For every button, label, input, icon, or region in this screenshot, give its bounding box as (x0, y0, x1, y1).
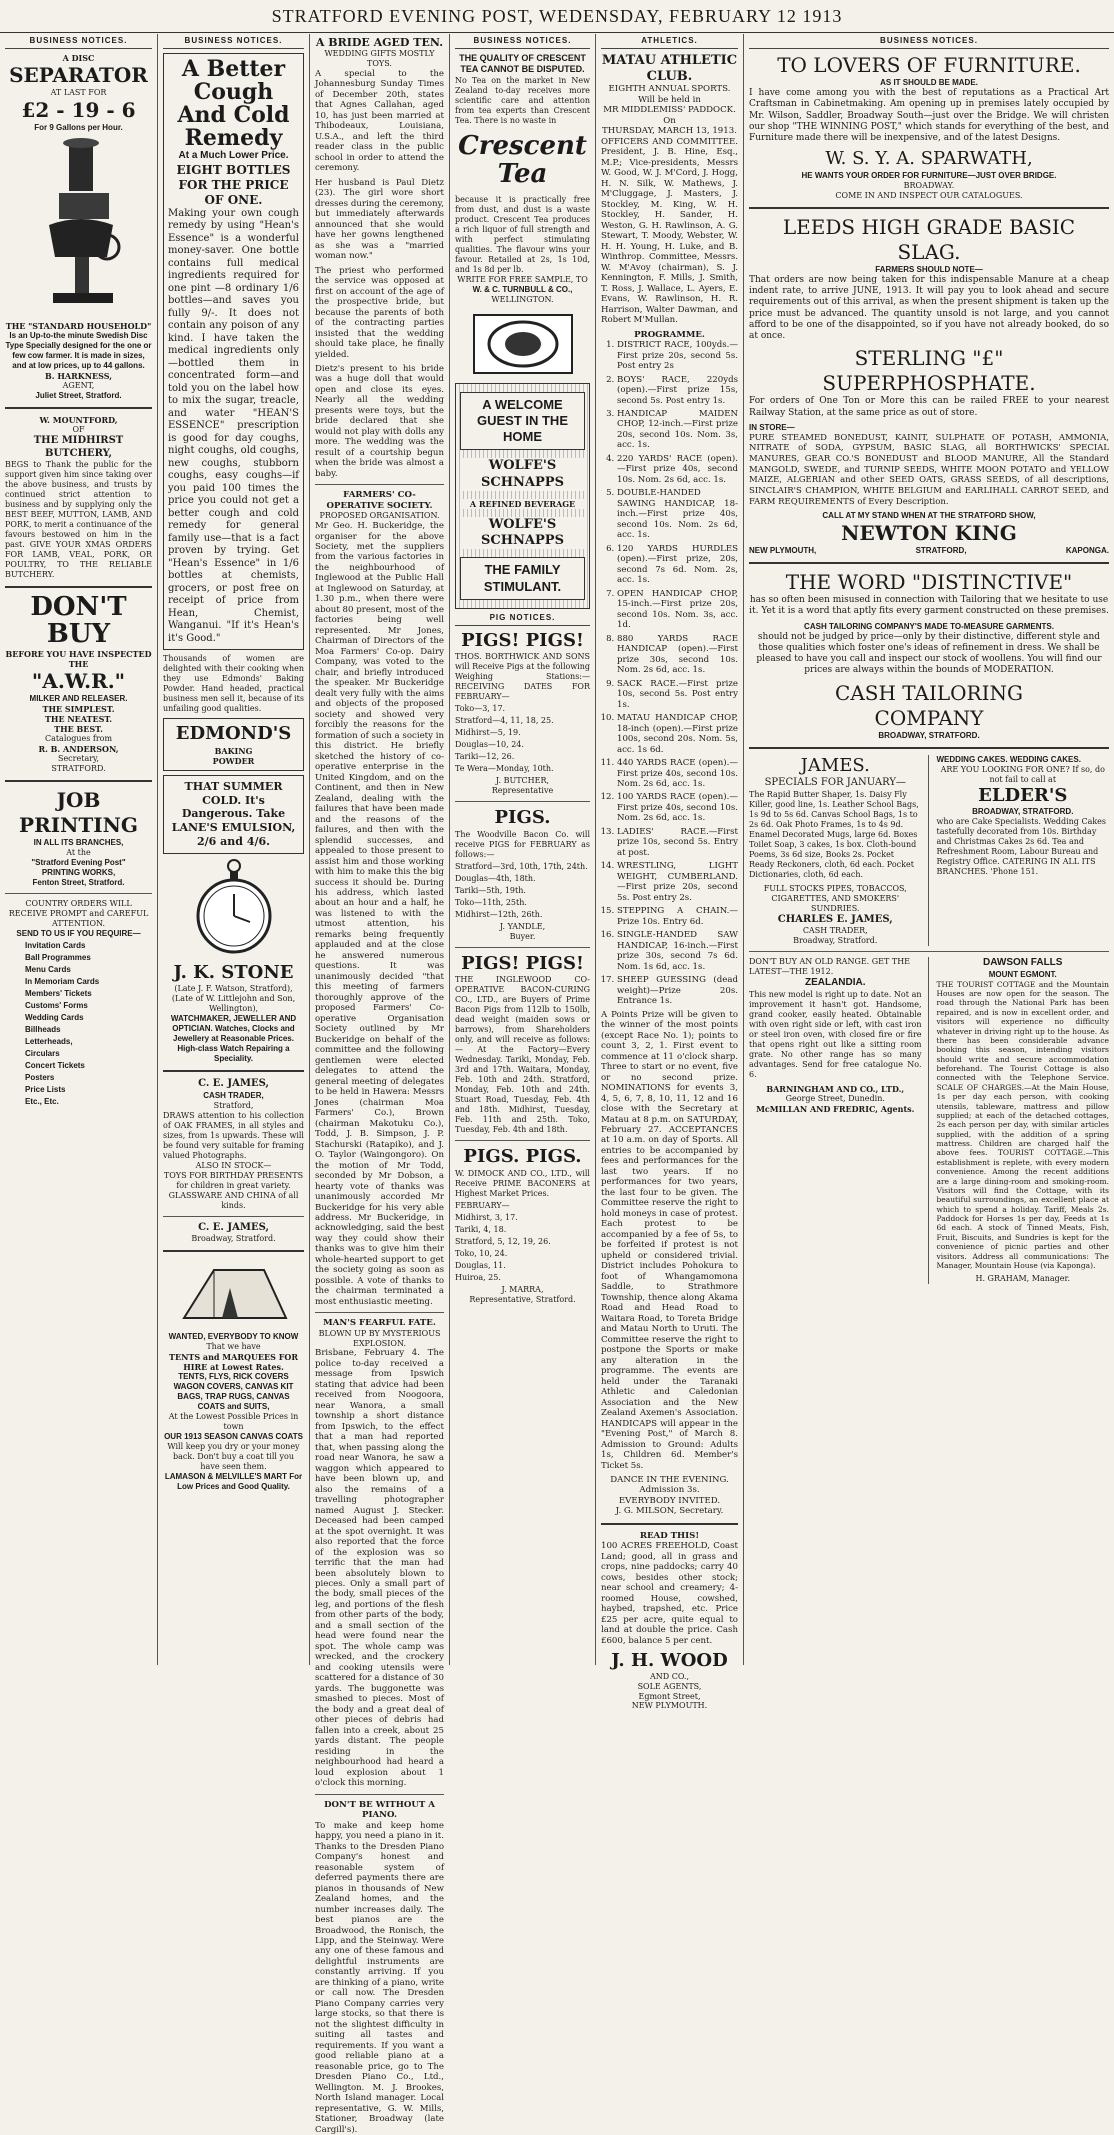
separator-illustration (29, 137, 129, 317)
column-header: BUSINESS NOTICES. (455, 36, 590, 49)
james-specials-ad: JAMES. SPECIALS FOR JANUARY— The Rapid Butter Shaper, 1s. Daisy Fly Killer, good line, 1s. Leather School Bags, 1s 9d to 5s 6d. Canvas School Bags, 1s to 2s 6d. Oak Photo Frames, 1s to 4s 9d. Enamel Decorated Mugs, large 6d. Boxes Toilet Soap, 3 cakes, 1s box. Cloth-bound Poems, 3s 6d size, Books 2s. Pocket Ready Reckoners, cloth, 6d each. Pocket Dictionaries, cloth, 6d each. FULL STOCKS PIPES, TOBACCOS, CIGARETTES, AND SMOKERS' SUNDRIES. CHARLES E. JAMES, CASH TRADER, Broadway, Stratford. (749, 755, 929, 947)
dawson-falls-ad: DAWSON FALLS MOUNT EGMONT. THE TOURIST COTTAGE and the Mountain Houses are now open for the season. The road through the National Park has been repaired, and is now in excellent order, and visitors will experience no difficulty whatever in driving right up to the house. As there has been considerable advance booking this season, intending visitors should write and secure accommodation beforehand. The Tourist Cottage is also connected with the Telephone Service. SCALE OF CHARGES.—At the Main House, 1s per day each person, with cooking utensils, tableware, mattress and pillow supplied; at each of the detached cottages, 2s each person per day, with similar articles supplied, with the addition of a spring mattress. Children are charged half the above fees. TOURIST COTTAGE.—This establishment is replete, with every modern convenience. Among the recent additions are a large dining-room and smoking-room. Visitors will find the Cottage, with its beautiful surroundings, an excellent place at which to spend a holiday. Tariff, Meals 2s. Paddock for Horses 1s per day, Feeds at 1s 6d each. A stock of Tinned Meats, Fish, Fruit, Biscuits, and Sundries is kept for the convenience of picnic parties and other visitors. Address all communications: The Manager, Mountain House (via Kaponga). H. GRAHAM, Manager. (936, 957, 1109, 1284)
tents-ad: WANTED, EVERYBODY TO KNOW That we have TENTS and MARQUEES FOR HIRE at Lowest Rates. TENTS, FLYS, RICK COVERS WAGON COVERS, CANVAS KIT BAGS, TRAP RUGS, CANVAS COATS and SUITS, At the Lowest Possible Prices in town OUR 1913 SEASON CANVAS COATS Will keep you dry or your money back. Don't buy a coat till you have seen them. LAMASON & MELVILLE'S MART For Low Prices and Good Quality. (163, 1258, 304, 1492)
furniture-ad: TO LOVERS OF FURNITURE. AS IT SHOULD BE MADE. I have come among you with the best of reputations as a Practical Art Craftsman in Cabinetmaking. Am opening up in premises lately occupied by Mr. Wilson, Saddler, Broadway South—just over the Bridge. We will christen our shop "THE WINNING POST," which stands for everything of the best, and Furniture made there will be inexpensive, and of the latest Designs. W. S. Y. A. SPARWATH, HE WANTS YOUR ORDER FOR FURNITURE—JUST OVER BRIDGE. BROADWAY. COME IN AND INSPECT OUR CATALOGUES. (749, 53, 1109, 200)
job-printing-list: Invitation Cards Ball Programmes Menu Cards In Memoriam Cards Members' Tickets Customs' Forms Wedding Cards Billheads Letterheads, Circulars Concert Tickets Posters Price Lists Etc., Etc. (25, 940, 100, 1106)
column-header: BUSINESS NOTICES. (163, 36, 304, 49)
cough-remedy-ad: A Better Cough And Cold Remedy At a Much Lower Price. EIGHT BOTTLES FOR THE PRICE OF ONE. Making your own cough remedy by using "Hean's Essence" is a wonderful money-saver. One bottle contains full medical ingredients required for one pint —8 ordinary 1/6 bottles—and saves you fully 9/-. It does not contain any poison of any kind. I have taken the medical ingredients only—bottled them in concentrated form—and told you on the label how to mix the sugar, treacle, and water "HEAN'S ESSENCE" prescription is good for day coughs, night coughs, old coughs, new coughs, stubborn coughs, easy coughs—if you paid 100 times the price you could not get a better cough and cold remedy for general family use—that is a fact proven by trying. Get "Hean's Essence" in 1/6 bottles at chemists, grocers, or post free on receipt of price from Hean, Chemist, Wanganui. "If it's Hean's it's Good." (163, 53, 304, 650)
column-5: ATHLETICS. MATAU ATHLETIC CLUB. EIGHTH ANNUAL SPORTS. Will be held in MR MIDDLEMISS' PADDOCK. On THURSDAY, MARCH 13, 1913. OFFICERS AND COMMITTEE. President, J. B. Hine, Esq., M.P.; Vice-presidents, Messrs W. Good, W. J. M'Cord, J. Hogg, H. N. Silk, W. Mathews, J. M'Cluggage, J. Masters, J. Stockley, M. King, W. H. Stockley, H. Sander, H. Weston, G. H. Rawlinson, A. G. Stewart, T. Moody, Webster, W. H. H. Young, H. Luke, and B. Winthrop. Committee, Messrs. W. M'Avoy (chairman), S. J. Kennington, F. Mills, J. Smith, T. Ross, J. Wallace, L. Ayers, E. Evans, W. Rawlinson, H. R. Harrison, Walter Dawman, and Robert M'Mullan. PROGRAMME. 1. DISTRICT RACE, 100yds.—First prize 20s, second 5s. Post entry 2s 2. BOYS' RACE, 220yds (open).—First prize 15s, second 5s. Post entry 1s. 3. HANDICAP MAIDEN CHOP, 12-inch.—First prize 20s, second 10s. Nom. 3s, acc. 1s. 4. 220 YARDS' RACE (open).—First prize 40s, second 10s. Nom. 2s 6d, acc. 1s. 5. DOUBLE-HANDED SAWING HANDICAP, 18-inch.—First prize 40s, second 10s. Nom. 2s 6d, acc. 1s. 6. 120 YARDS HURDLES (open).—First prize, 20s, second 7s 6d. Nom. 2s, acc. 1s. 7. OPEN HANDICAP CHOP, 15-inch.—First prize 20s, second 10s. Nom. 3s, acc. 1d. 8. 880 YARDS RACE HANDICAP (open).—First prize 30s, second 10s. Nom. 2s 6d, acc. 1s. 9. SACK RACE.—First prize 10s, second 5s. Post entry 1s. 10. MATAU HANDICAP CHOP, 18-inch (open).—First prize 100s, second 20s. Nom. 5s, acc. 1s 6d. 11. 440 YARDS RACE (open).—First prize 40s, second 10s. Nom. 2s 6d, acc. 1s. 12. 100 YARDS RACE (open).—First prize 40s, second 10s. Nom. 2s 6d, acc. 1s. 13. LADIES' RACE.—First prize 10s, second 5s. Entry at post. 14. WRESTLING, LIGHT WEIGHT, CUMBERLAND.—First prize 20s, second 5s. Post entry 2s. 15. STEPPING A CHAIN.—Prize 10s. Entry 6d. 16. SINGLE-HANDED SAW HANDICAP, 16-inch.—First prize 30s, second 7s 6d. Nom. 1s 6d, acc. 1s. 17. SHEEP GUESSING (dead weight)—Prize 20s. Entrance 1s. A Points Prize will be given to the winner of the most points (except Race No. 1); points to count 3, 2, 1. First event to commence at 11 o'clock sharp. Three to start or no event, five or no second prize. NOMINATIONS for events 3, 4, 5, 6, 7, 8, 10, 11, 12 and 16 close with the Secretary at Matau at 8 p.m. on SATURDAY, February 27. ACCEPTANCES at 10 a.m. on day of Sports. All entries to be accompanied by fees and performances for the last two years. If no performances for two years, the last four to be given. The Committee reserve the right to hold moneys in case of protest. Each protest to be accompanied by a fee of 5s, to be forfeited if protest is not upheld or considered trivial. District includes Pohokura to foot of Whangamomona Saddle, to Strathmore Township, thence along Akama Road and Head Road to Waitara Road, to Toreta Bridge and Matau North to Uruti. The Committee reserve the right to postpone the Sports or make any alteration in the programme. The events are held under the Taranaki Athletic and Caledonian Association and the New Zealand Axemen's Association. HANDICAPS will appear in the "Evening Post," of March 8. Admission to Ground: Adults 1s, Children 6d. Member's Ticket 5s. DANCE IN THE EVENING. Admission 3s. EVERYBODY INVITED. J. G. MILSON, Secretary. READ THIS! 100 ACRES FREEHOLD, Coast Land; good, all in grass and crops, nine paddocks; carry 40 cows, besides other stock; near school and creamery; 4-roomed House, cowshed, haybed, trapshed, etc. Price £25 per acre, quite equal to land at double the price. Cash £600, balance 5 per cent. J. H. WOOD AND CO., SOLE AGENTS, Egmont Street, NEW PLYMOUTH. (596, 34, 744, 1665)
crescent-tea-ad: THE QUALITY OF CRESCENT TEA CANNOT BE DISPUTED. No Tea on the market in New Zealand to-day receives more scientific care and attention from tea experts than Crescent Tea. There is no waste in Crescent Tea because it is practically free from dust, and dust is a waste product. Crescent Tea produces a rich liquor of full strength and with perfect stimulating qualities. The flavour wins your favour. Retailed at 2s, 1s 10d, and 1s 8d per lb. WRITE FOR FREE SAMPLE, TO W. & C. TURNBULL & CO., WELLINGTON. (455, 53, 590, 379)
edmonds-logo: EDMOND'S BAKING POWDER (163, 718, 304, 771)
tent-illustration (174, 1258, 294, 1328)
butchery-ad: W. MOUNTFORD, OF THE MIDHIRST BUTCHERY, BEGS to Thank the public for the support given him since taking over the above business, and trusts by continued strict attention to business and by supplying only the BEST BEEF, MUTTON, LAMB, AND PORK, to merit a continuance of the favours bestowed on him in the past. GIVE YOUR XMAS ORDERS FOR LAMB, VEAL, PORK, OR POULTRY, TO THE RELIABLE BUTCHERY. (5, 415, 153, 579)
elders-cakes-ad: WEDDING CAKES. WEDDING CAKES. ARE YOU LOOKING FOR ONE? If so, do not fail to call at ELDER'S BROADWAY, STRATFORD. who are Cake Specialists. Wedding Cakes tastefully decorated from 10s. Birthday and Christmas Cakes 2s 6d. Tea and Refreshment Room, Labour Bureau and Registry Office. CATERING IN ALL ITS BRANCHES. 'Phone 151. (936, 754, 1107, 877)
pocket-watch-illustration (194, 858, 274, 958)
column-1 (0, 34, 158, 1665)
column-3: A BRIDE AGED TEN. WEDDING GIFTS MOSTLY TOYS. A special to the Johannesburg Sunday Times of December 20th, states that Agnes Callahan, aged 10, has just been married at Thibodeaux, Louisiana, U.S.A., and left the third reader class in the public school in order to attend the ceremony. Her husband is Paul Dietz (23). The girl wore short dresses during the ceremony, but immediately afterwards announced that she would have her gowns lengthened as she was a "married woman now." The priest who performed the service was opposed at first on account of the age of the prospective bride, but because the parents of both of the contracting parties insisted that the wedding should take place, he finally yielded. Dietz's present to his bride was a huge doll that would open and close its eyes. Nearly all the wedding presents were toys, but the bride declared that she would not play with dolls any more. The wedding was the result of a courtship begun when the bride was almost a baby. FARMERS' CO-OPERATIVE SOCIETY. PROPOSED ORGANISATION. Mr Geo. H. Buckeridge, the organiser for the above Society, met the suppliers from the various factories in the neighbourhood of Inglewood at the Public Hall at Inglewood on Saturday, at 1.30 p.m., when there were about 80 present, most of the factories being well represented. Mr Jones, Chairman of Directors of the Moa Farmers' Co-op. Dairy Company, was voted to the chair, and briefly introduced the speaker. Mr Buckeridge dealt very fully with the aims and objects of the proposed society and showed very forcibly the reasons for the formation of such a society in this district. He briefly sketched the history of co-operative enterprise in the United Kingdom, and on the Continent, and then in New Zealand, dealing with the failures that have been made and the reasons of the failures, and then with the splendid successes, and appealed to those present to assist him and those working with him to make this the big success it should be. During his address, which lasted about an hour and a half, he was listened to with the utmost attention, his remarks being frequently applauded and at the close he answered numerous questions. It was unanimously decided "that this meeting of farmers thoroughly approve of the proposed Farmers' Co-operative Organisation Society outlined by Mr Buckeridge on behalf of the committee and the following gentlemen were elected delegates to attend the general meeting of delegates to be held in Hawera: Messrs Jones (chairman Moa Farmers' Co.), Brown (chairman Makotuku Co.), Todd, J. B. Simpson, J. P. Stachurski (Ratapiko), and J. O. Taylor (Waingongoro). On the motion of Mr Todd, seconded by Mr Dobson, a hearty vote of thanks was unanimously accorded Mr Buckeridge for his very able address. Mr Buckeridge, in acknowledging, said the best way they could show their thanks was to give him their whole-hearted support to get the society going as soon as possible. A vote of thanks to the chairman terminated a most enthusiastic meeting. MAN'S FEARFUL FATE. BLOWN UP BY MYSTERIOUS EXPLOSION. Brisbane, February 4. The police to-day received a message from Ipswich stating that advice had been received from Noogoora, near Wanora, a small township a short distance from Ipswich, to the effect that a man had reported that, when passing along the road near Wanora, he saw a waggon which appeared to have been blown up, and also the remains of a travelling photographer named August J. Stecker. Deceased had been camped at the spot overnight. It was also reported that the force of the explosion was so terrific that the man had been absolutely blown to pieces. Only a small part of the body, small pieces of the leg, and portions of the flesh from other parts of the body, and a small section of the head were found near the spot. The whole camp was wrecked, and the crockery and cooking utensils were scattered for a distance of 30 yards. The buggonette was smashed to pieces. Most of the body and a great deal of other pieces of debris had fallen into a creek, about 25 yards distant. The people residing in the neighbourhood had heard a loud explosion about 1 o'clock this morning. DON'T BE WITHOUT A PIANO. To make and keep home happy, you need a piano in it. Thanks to the Dresden Piano Company's honest and reasonable system of deferred payments there are pianos in thousands of New Zealand homes, and the number increases daily. The best pianos are the Broadwood, the Ronisch, the Lipp, and the Steinway. Were any one of these famous and delightful instruments are constantly arriving. If you are thinking of a piano, write or call now. The Dresden Piano Company carries very large stocks, so that there is not the slightest difficulty in suiting all tastes and requirements. If you want a good reliable piano at a reasonable price, go to The Dresden Piano Co., Ltd., Wellington. M. J. Brookes, North Island manager. Local representative, G. W. Mills, Stationer, Broadway (late Cargill's). (310, 34, 450, 1665)
pig-notices: PIGS! PIGS! THOS. BORTHWICK AND SONS will Receive Pigs at the following Weighing Stations:— RECEIVING DATES FOR FEBRUARY— Toko—3, 17. Stratford—4, 11, 18, 25. Midhirst—5, 19. Douglas—10, 24. Tariki—12, 26. Te Wera—Monday, 10th. J. BUTCHER, Representative PIGS. The Woodville Bacon Co. will receive PIGS for FEBRUARY as follows:— Stratford—3rd, 10th, 17th, 24th. Douglas—4th, 18th. Tariki—5th, 19th. Toko—11th, 25th. Midhirst—12th, 26th. J. YANDLE, Buyer. PIGS! PIGS! THE INGLEWOOD CO-OPERATIVE BACON-CURING CO., LTD., are Buyers of Prime Bacon Pigs from 112lb to 150lb, dead weight (maiden sows or barrows), from Shareholders only, and will receive as follows:— At the Factory—Every Wednesday. Tariki, Monday, Feb. 3rd and 17th. Waitara, Monday, Feb. 10th and 24th. Stratford, Monday, Feb. 10th and 24th. Stuart Road, Tuesday, Feb. 4th and 18th. Midhirst, Tuesday, Feb. 11th and 25th. Toko, Tuesday, Feb. 4th and 18th. PIGS. PIGS. W. DIMOCK AND CO., LTD., will Receive PRIME BACONERS at Highest Market Prices. FEBRUARY— Midhirst, 3, 17. Tariki, 4, 18. Stratford, 5, 12, 19, 26. Toko, 10, 24. Douglas, 11. Huiroa, 25. J. MARRA, Representative, Stratford. (455, 629, 590, 1304)
column-6 (744, 34, 1114, 1665)
column-2 (158, 34, 310, 1665)
freehold-ad: 100 ACRES FREEHOLD, Coast Land; good, all in grass and crops, nine paddocks; carry 40 cows, besides other stock; near school and creamery; 4-roomed House, cowshed, haybed, trapshed, etc. Price £25 per acre, quite equal to land at double the price. Cash £600, balance 5 per cent. (601, 1541, 738, 1646)
cash-tailoring-ad: THE WORD "DISTINCTIVE" has so often been misused in connection with Tailoring that we hesitate to use it. Yet it is a word that aptly fits every garment constructed on these premises. CASH TAILORING COMPANY'S MADE TO-MEASURE GARMENTS. should not be judged by price—only by their distinctive, different style and those qualities which foster one's ideas of refinement in dress. We shall be pleased to have you call and inspect our stock of woollens. You will find our prices are always within the bounds of MODERATION. CASH TAILORING COMPANY BROADWAY, STRATFORD. (749, 570, 1109, 740)
awr-milker-ad: DON'T BUY BEFORE YOU HAVE INSPECTED THE "A.W.R." MILKER AND RELEASER. THE SIMPLEST. THE NEATEST. THE BEST. Catalogues from R. B. ANDERSON, Secretary, STRATFORD. (5, 592, 152, 773)
wolfes-schnapps-ad: A WELCOME GUEST IN THE HOME WOLFE'S SCHNAPPS A REFINED BEVERAGE WOLFE'S SCHNAPPS THE FAMILY STIMULANT. (455, 383, 590, 609)
edmonds-ad: Thousands of women are delighted with their cooking when they use Edmonds' Baking Powder. Hand headed, practical business men sell it, because of its unfailing good qualities. EDMOND'S BAKING POWDER (163, 654, 304, 771)
wood-agents: J. H. WOOD AND CO., SOLE AGENTS, Egmont Street, NEW PLYMOUTH. (611, 1650, 728, 1711)
column-header: BUSINESS NOTICES. (5, 36, 152, 49)
zealandia-range-ad: DON'T BUY AN OLD RANGE. GET THE LATEST—THE 1912. ZEALANDIA. This new model is right up to date. Not an improvement it hasn't got. Handsome, grand cooker, easily heated. Obtainable with oven right side or left, with cast iron or steel iron oven, with closed fire or fire that opens right out like a sitting room grate. No other range has so many advantages. Send for free catalogue No. 6. BARNINGHAM AND CO., LTD., George Street, Dunedin. McMILLAN AND FREDRIC, Agents. (749, 957, 929, 1284)
column-header: ATHLETICS. (601, 36, 738, 49)
basic-slag-ad: LEEDS HIGH GRADE BASIC SLAG. FARMERS SHOULD NOTE— That orders are now being taken for this indispensable Manure at a cheap indent rate, to arrive JUNE, 1913. It will pay you to look ahead and secure requirements out of this arrival, as when the present shipment is taken up the price must be advanced. The quantity unsold is not large, and you cannot afford to be one of the disappointed, so if you have not already booked, do so at once. STERLING "£" SUPERPHOSPHATE. For orders of One Ton or More this can be railed FREE to your nearest Railway Station, at the same price as out of store. IN STORE— PURE STEAMED BONEDUST, KAINIT, SULPHATE OF POTASH, AMMONIA, NITRATE of SODA, GYPSUM, BASIC SLAG, all BORTHWICKS' SPECIAL MANURES, GEAR CO.'S BONEDUST and BLOOD MANURE, All the Standard MANGOLD, SWEDE, and TURNIP SEEDS, WHITE MOON POTATO and YELLOW MAIZE, ALGERIAN and other SEED OATS, GRASS SEEDS, of all descriptions, SINCLAIR'S CHAMPION, WHITE BELGIUM and EARLIHALL CARROT SEED, and FARM REQUIREMENTS of Every Description. CALL AT MY STAND WHEN AT THE STRATFORD SHOW, NEWTON KING NEW PLYMOUTH, STRATFORD, KAPONGA. (749, 214, 1109, 556)
column-4: BUSINESS NOTICES. THE QUALITY OF CRESCENT TEA CANNOT BE DISPUTED. No Tea on the market in New Zealand to-day receives more scientific care and attention from tea experts than Crescent Tea. There is no waste in Crescent Tea because it is practically free from dust, and dust is a waste product. Crescent Tea produces a rich liquor of full strength and with perfect stimulating qualities. The flavour wins your favour. Retailed at 2s, 1s 10d, and 1s 8d per lb. WRITE FOR FREE SAMPLE, TO W. & C. TURNBULL & CO., WELLINGTON. A WELCOME GUEST IN THE HOME WOLFE'S SCHNAPPS A REFINED BEVERAGE WOLFE'S SCHNAPPS THE FAMILY STIMULANT. PIG NOTICES. PIGS! PIGS! THOS. BORTHWICK AND SONS will Receive Pigs at the following Weighing Stations:— RECEIVING DATES FOR FEBRUARY— Toko—3, 17. Stratford—4, 11, 18, 25. Midhirst—5, 19. Douglas—10, 24. Tariki—12, 26. Te Wera—Monday, 10th. J. BUTCHER, Representative PIGS. The Woodville Bacon Co. will receive PIGS for FEBRUARY as follows:— Stratford—3rd, 10th, 17th, 24th. Douglas—4th, 18th. Tariki—5th, 19th. Toko—11th, 25th. Midhirst—12th, 26th. J. YANDLE, Buyer. PIGS! PIGS! THE INGLEWOOD CO-OPERATIVE BACON-CURING CO., LTD., are Buyers of Prime Bacon Pigs from 112lb to 150lb, dead weight (maiden sows or barrows), from Shareholders only, and will receive as follows:— At the Factory—Every Wednesday. Tariki, Monday, Feb. 3rd and 17th. Waitara, Monday, Feb. 10th and 24th. Stratford, Monday, Feb. 10th and 24th. Stuart Road, Tuesday, Feb. 4th and 18th. Midhirst, Tuesday, Feb. 11th and 25th. Toko, Tuesday, Feb. 4th and 18th. PIGS. PIGS. W. DIMOCK AND CO., LTD., will Receive PRIME BACONERS at Highest Market Prices. FEBRUARY— Midhirst, 3, 17. Tariki, 4, 18. Stratford, 5, 12, 19, 26. Toko, 10, 24. Douglas, 11. Huiroa, 25. J. MARRA, Representative, Stratford. (450, 34, 596, 1665)
article-title: A BRIDE AGED TEN. (315, 36, 444, 49)
column-header: BUSINESS NOTICES. (749, 36, 1109, 49)
job-printing-ad: JOB PRINTING IN ALL ITS BRANCHES, At the "Stratford Evening Post" PRINTING WORKS, Fenton Street, Stratford. COUNTRY ORDERS WILL RECEIVE PROMPT and CAREFUL ATTENTION. SEND TO US IF YOU REQUIRE— Invitation Cards Ball Programmes Menu Cards In Memoriam Cards Members' Tickets Customs' Forms Wedding Cards Billheads Letterheads, Circulars Concert Tickets Posters Price Lists Etc., Etc. (5, 788, 152, 1107)
athletic-sports-ad: MATAU ATHLETIC CLUB. EIGHTH ANNUAL SPORTS. Will be held in MR MIDDLEMISS' PADDOCK. On THURSDAY, MARCH 13, 1913. (601, 52, 738, 137)
stone-ad: J. K. STONE (Late J. F. Watson, Stratford), (Late of W. Littlejohn and Son, Wellington), WATCHMAKER, JEWELLER AND OPTICIAN. Watches, Clocks and Jewellery at Reasonable Prices. High-class Watch Repairing a Speciality. (163, 858, 304, 1065)
sports-programme: 1. DISTRICT RACE, 100yds.—First prize 20s, second 5s. Post entry 2s 2. BOYS' RACE, 220yds (open).—First prize 15s, second 5s. Post entry 1s. 3. HANDICAP MAIDEN CHOP, 12-inch.—First prize 20s, second 10s. Nom. 3s, acc. 1s. 4. 220 YARDS' RACE (open).—First prize 40s, second 10s. Nom. 2s 6d, acc. 1s. 5. DOUBLE-HANDED SAWING HANDICAP, 18-inch.—First prize 40s, second 10s. Nom. 2s 6d, acc. 1s. 6. 120 YARDS HURDLES (open).—First prize, 20s, second 7s 6d. Nom. 2s, acc. 1s. 7. OPEN HANDICAP CHOP, 15-inch.—First prize 20s, second 10s. Nom. 3s, acc. 1d. 8. 880 YARDS RACE HANDICAP (open).—First prize 30s, second 10s. Nom. 2s 6d, acc. 1s. 9. SACK RACE.—First prize 10s, second 5s. Post entry 1s. 10. MATAU HANDICAP CHOP, 18-inch (open).—First prize 100s, second 20s. Nom. 5s, acc. 1s 6d. 11. 440 YARDS RACE (open).—First prize 40s, second 10s. Nom. 2s 6d, acc. 1s. 12. 100 YARDS RACE (open).—First prize 40s, second 10s. Nom. 2s 6d, acc. 1s. 13. LADIES' RACE.—First prize 10s, second 5s. Entry at post. 14. WRESTLING, LIGHT WEIGHT, CUMBERLAND.—First prize 20s, second 5s. Post entry 2s. 15. STEPPING A CHAIN.—Prize 10s. Entry 6d. 16. SINGLE-HANDED SAW HANDICAP, 16-inch.—First prize 30s, second 7s 6d. Nom. 1s 6d, acc. 1s. 17. SHEEP GUESSING (dead weight)—Prize 20s. Entrance 1s. (601, 340, 738, 1007)
separator-ad: A DISC SEPARATOR AT LAST FOR £2 - 19 - 6 For 9 Gallons per Hour. THE "STANDARD HOUSEHOLD" Is an Up-to-the minute Swedish Disc Type Specially designed for the one or few cow farmer. It is made in sizes, and at low prices, up to 44 gallons. B. HARKNESS, AGENT, Juliet Street, Stratford. (5, 53, 152, 400)
tea-packet-illustration (468, 309, 578, 379)
lane-emulsion-ad: THAT SUMMER COLD. It's Dangerous. Take LANE'S EMULSION, 2/6 and 4/6. (163, 775, 304, 854)
masthead: STRATFORD EVENING POST, WEDENSDAY, FEBRUARY 12 1913 (0, 0, 1114, 33)
crescent-tea-logo: Crescent Tea (458, 130, 587, 190)
james-frames-ad: C. E. JAMES, CASH TRADER, Stratford, DRAWS attention to his collection of OAK FRAMES, in all styles and sizes, from 1s upwards. These will be found very suitable for framing valued Photographs. ALSO IN STOCK— TOYS FOR BIRTHDAY PRESENTS for children in great variety. GLASSWARE AND CHINA of all kinds. C. E. JAMES, Broadway, Stratford. (163, 1078, 304, 1244)
